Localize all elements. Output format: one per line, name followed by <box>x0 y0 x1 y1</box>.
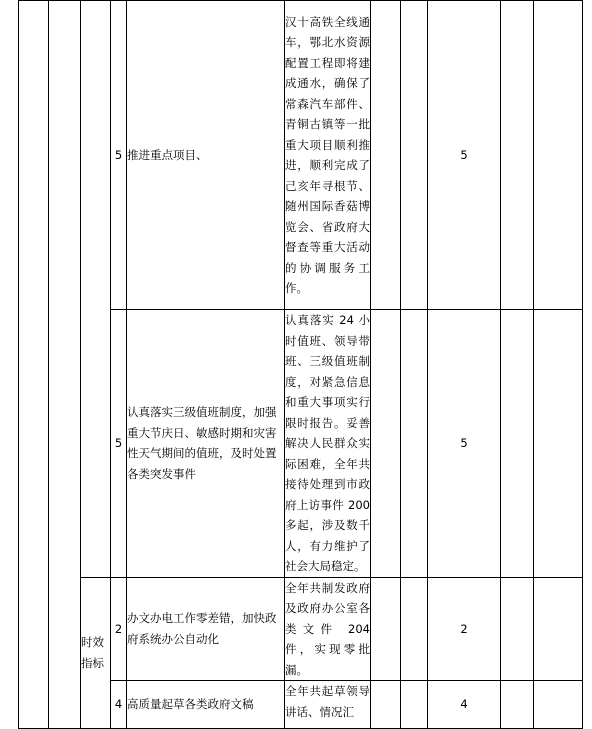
empty-cell <box>401 310 428 578</box>
empty-cell <box>501 681 534 729</box>
row-score: 2 <box>428 577 501 681</box>
empty-cell <box>501 1 534 310</box>
empty-cell <box>401 681 428 729</box>
empty-cell <box>534 1 583 310</box>
empty-cell <box>371 1 401 310</box>
row-weight: 4 <box>111 681 127 729</box>
empty-cell <box>371 310 401 578</box>
performance-table <box>18 0 583 729</box>
empty-cell <box>401 577 428 681</box>
row-description-text: 全年共起草领导讲话、情况汇 <box>285 684 370 719</box>
row-score: 4 <box>428 681 501 729</box>
empty-cell <box>371 681 401 729</box>
row-score: 5 <box>428 1 501 310</box>
empty-cell <box>534 310 583 578</box>
row-description-text: 汉十高铁全线通车，鄂北水资源配置工程即将建成通水，确保了常森汽车部件、青铜古镇等一批重大项目顺利推进，顺利完成了己亥年寻根节、随州国际香菇博览会、省政府大督查等重大活动的协调服务工作。 <box>285 14 370 295</box>
row-indicator: 办文办电工作零差错，加快政府系统办公自动化 <box>127 577 285 681</box>
row-weight: 5 <box>111 310 127 578</box>
empty-cell <box>534 681 583 729</box>
row-score: 5 <box>428 310 501 578</box>
table-row <box>19 577 583 681</box>
empty-cell <box>401 1 428 310</box>
row-indicator: 认真落实三级值班制度，加强重大节庆日、敏感时期和灾害性天气期间的值班，及时处置各类突发事件 <box>127 310 285 578</box>
row-weight: 2 <box>111 577 127 681</box>
row-indicator: 推进重点项目、 <box>127 1 285 310</box>
row-description <box>285 577 371 681</box>
empty-cell <box>501 310 534 578</box>
row-description-text: 认真落实 24 小时值班、领导带班、三级值班制度，对紧急信息和重大事项实行限时报告。妥善解决人民群众实际困难，全年共接待处理到市政府上访事件 200 多起，涉及数千人，有力维护了社会大局稳定。 <box>285 313 370 573</box>
blank-cell-3 <box>81 1 111 578</box>
category-label: 时效指标 <box>81 577 111 729</box>
table-row <box>19 1 583 310</box>
empty-cell <box>534 577 583 681</box>
empty-cell <box>501 577 534 681</box>
blank-cell-2 <box>49 1 81 729</box>
row-indicator: 高质量起草各类政府文稿 <box>127 681 285 729</box>
row-description-text: 全年共制发政府及政府办公室各类文件 204 件，实现零批漏。 <box>285 580 370 677</box>
row-description <box>285 310 371 578</box>
blank-cell-1 <box>19 1 49 729</box>
row-description <box>285 1 371 310</box>
empty-cell <box>371 577 401 681</box>
row-weight: 5 <box>111 1 127 310</box>
row-description <box>285 681 371 729</box>
